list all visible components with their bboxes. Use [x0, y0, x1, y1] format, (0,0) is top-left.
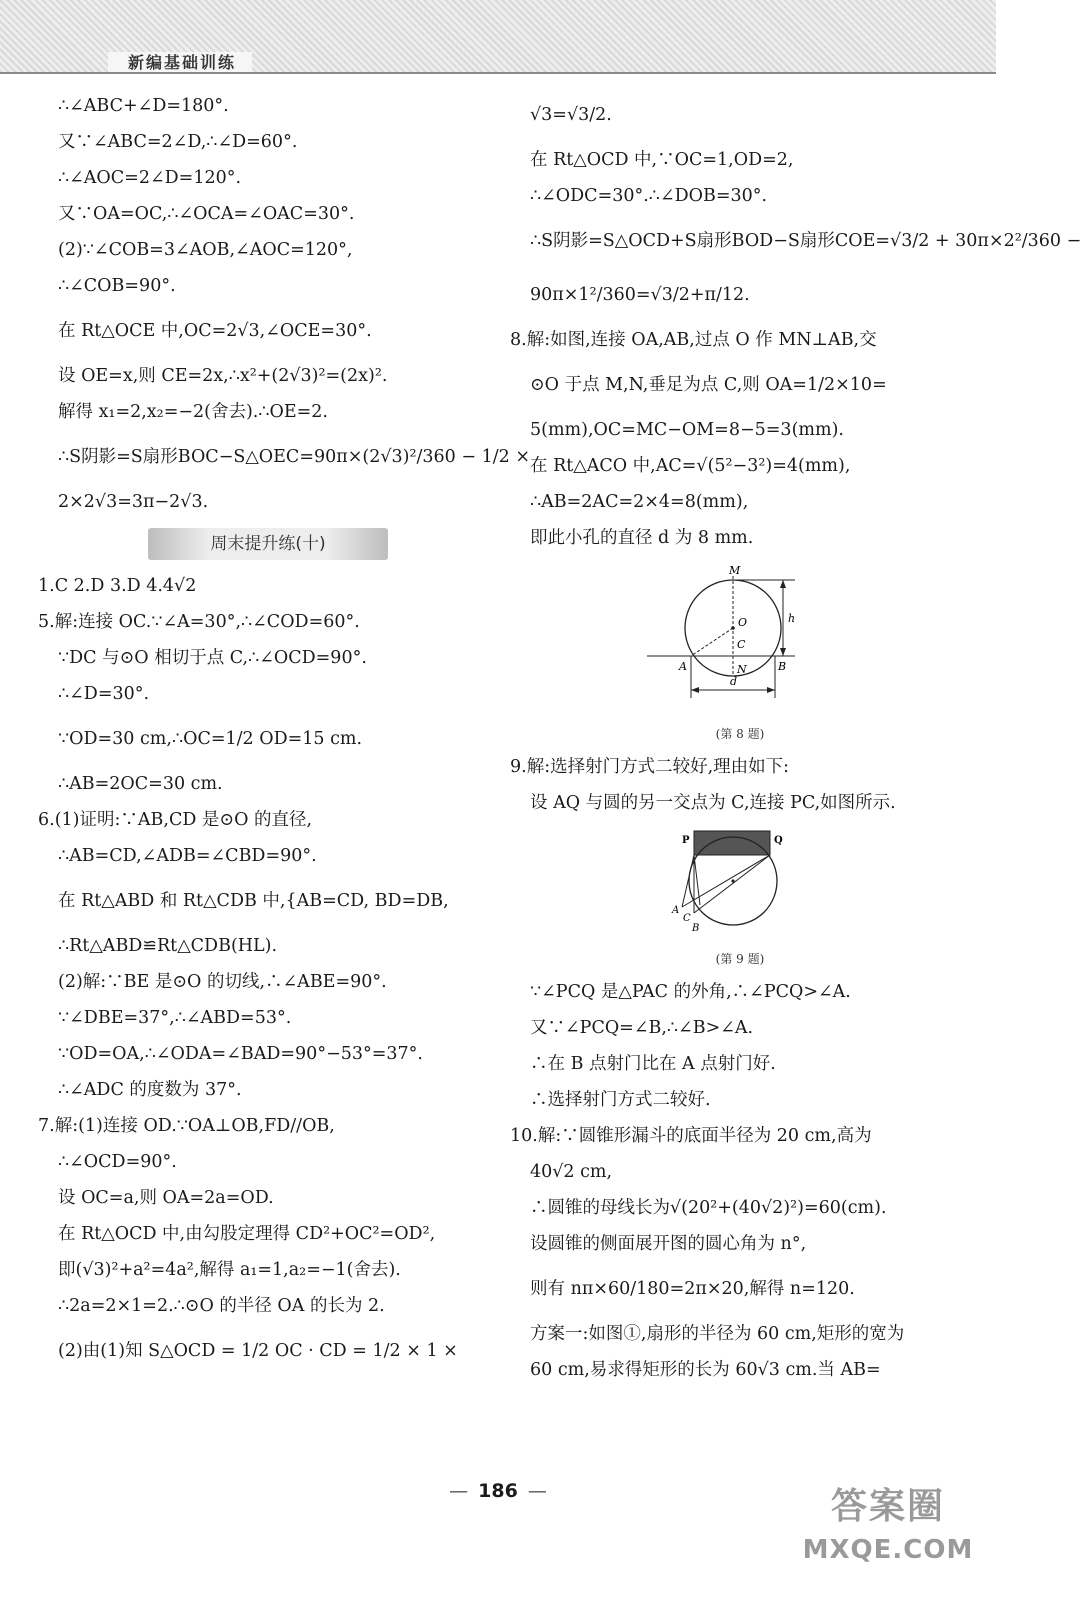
text-line: (2)解:∵BE 是⊙O 的切线,∴∠ABE=90°.: [58, 972, 387, 992]
watermark-logo: [798, 1484, 978, 1584]
text-line: (2)由(1)知 S△OCD = 1/2 OC · CD = 1/2 × 1 ×: [58, 1341, 458, 1361]
text-line: 60 cm,易求得矩形的长为 60√3 cm.当 AB=: [530, 1360, 881, 1380]
text-line: ∵OD=30 cm,∴OC=1/2 OD=15 cm.: [58, 729, 363, 749]
header-label: 新编基础训练: [108, 52, 252, 74]
text-line: ∴∠COB=90°.: [58, 276, 176, 296]
figure-caption: (第 8 题): [715, 727, 765, 741]
label-n: N: [737, 663, 747, 676]
label-o: O: [738, 616, 748, 629]
text-line: √3=√3/2.: [530, 105, 612, 125]
text-line: 设 AQ 与圆的另一交点为 C,连接 PC,如图所示.: [530, 793, 896, 813]
figure-9: [510, 827, 970, 968]
text-line: ∴∠ADC 的度数为 37°.: [58, 1080, 242, 1100]
text-line: 90π×1²/360=√3/2+π/12.: [530, 285, 750, 305]
text-line: (2)∵∠COB=3∠AOB,∠AOC=120°,: [58, 240, 353, 260]
text-line: ∴∠OCD=90°.: [58, 1152, 177, 1172]
text-line: ∴S阴影=S扇形BOC−S△OEC=90π×(2√3)²/360 − 1/2 ×: [58, 447, 530, 467]
label-a: A: [679, 660, 687, 673]
goal-circle-diagram: [670, 827, 810, 937]
text-line: 在 Rt△OCD 中,由勾股定理得 CD²+OC²=OD²,: [58, 1224, 436, 1244]
text-line: 6.(1)证明:∵AB,CD 是⊙O 的直径,: [38, 810, 313, 830]
text-line: 设 OE=x,则 CE=2x,∴x²+(2√3)²=(2x)².: [58, 366, 388, 386]
text-line: ∴∠ABC+∠D=180°.: [58, 96, 229, 116]
text-line: ∵∠DBE=37°,∴∠ABD=53°.: [58, 1008, 292, 1028]
text-line: 7.解:(1)连接 OD.∵OA⊥OB,FD//OB,: [38, 1116, 335, 1136]
text-line: 在 Rt△ACO 中,AC=√(5²−3²)=4(mm),: [530, 456, 851, 476]
text-line: ∵OD=OA,∴∠ODA=∠BAD=90°−53°=37°.: [58, 1044, 423, 1064]
label-b: B: [778, 660, 787, 673]
figure-8: [510, 562, 970, 743]
label-c: C: [737, 638, 746, 651]
text-line: 又∵OA=OC,∴∠OCA=∠OAC=30°.: [58, 204, 355, 224]
label-b: B: [692, 923, 700, 934]
watermark-top-text: 答案圈: [830, 1486, 945, 1527]
text-line: 在 Rt△ABD 和 Rt△CDB 中,{AB=CD, BD=DB,: [58, 891, 449, 911]
text-line: ∵∠PCQ 是△PAC 的外角,∴∠PCQ>∠A.: [530, 982, 851, 1002]
header-divider: [0, 72, 996, 74]
label-d: d: [730, 675, 738, 688]
text-line: 又∵∠PCQ=∠B,∴∠B>∠A.: [530, 1018, 754, 1038]
label-c: C: [683, 913, 691, 924]
text-line: 又∵∠ABC=2∠D,∴∠D=60°.: [58, 132, 298, 152]
text-line: ∴选择射门方式二较好.: [530, 1090, 711, 1110]
text-line: ⊙O 于点 M,N,垂足为点 C,则 OA=1/2×10=: [530, 375, 887, 395]
text-line: 10.解:∵圆锥形漏斗的底面半径为 20 cm,高为: [510, 1126, 872, 1146]
label-m: M: [729, 564, 741, 577]
text-line: 即此小孔的直径 d 为 8 mm.: [530, 528, 754, 548]
text-line: 8.解:如图,连接 OA,AB,过点 O 作 MN⊥AB,交: [510, 330, 877, 350]
text-line: 在 Rt△OCD 中,∵OC=1,OD=2,: [530, 150, 794, 170]
text-line: 5.解:连接 OC.∵∠A=30°,∴∠COD=60°.: [38, 612, 360, 632]
watermark-bottom-text: MXQE.COM: [802, 1535, 974, 1565]
answer-line: 1.C 2.D 3.D 4.4√2: [38, 576, 197, 596]
left-column: [38, 88, 530, 1378]
circle-chord-diagram: [645, 562, 835, 712]
text-line: 即(√3)²+a²=4a²,解得 a₁=1,a₂=−1(舍去).: [58, 1260, 401, 1280]
text-line: ∴∠AOC=2∠D=120°.: [58, 168, 242, 188]
label-a: A: [672, 905, 680, 916]
figure-caption: (第 9 题): [715, 952, 765, 966]
text-line: 则有 nπ×60/180=2π×20,解得 n=120.: [530, 1279, 855, 1299]
text-line: ∴在 B 点射门比在 A 点射门好.: [530, 1054, 776, 1074]
weekend-section-title: 周末提升练(十): [148, 528, 388, 560]
text-line: 40√2 cm,: [530, 1162, 613, 1182]
text-line: 9.解:选择射门方式二较好,理由如下:: [510, 757, 790, 777]
text-line: ∴AB=2AC=2×4=8(mm),: [530, 492, 749, 512]
text-line: ∴2a=2×1=2.∴⊙O 的半径 OA 的长为 2.: [58, 1296, 385, 1316]
page-number-dash-left: —: [449, 1480, 469, 1502]
label-p: P: [682, 835, 690, 846]
right-column: [510, 88, 1081, 1388]
text-line: ∴Rt△ABD≌Rt△CDB(HL).: [58, 936, 278, 956]
text-line: 2×2√3=3π−2√3.: [58, 492, 209, 512]
page-number-value: 186: [478, 1480, 518, 1502]
text-line: ∴∠ODC=30°.∴∠DOB=30°.: [530, 186, 768, 206]
text-line: ∴∠D=30°.: [58, 684, 150, 704]
page-number-dash-right: —: [527, 1480, 547, 1502]
label-q: Q: [774, 835, 783, 846]
text-line: 设圆锥的侧面展开图的圆心角为 n°,: [530, 1234, 807, 1254]
text-line: 方案一:如图①,扇形的半径为 60 cm,矩形的宽为: [530, 1324, 905, 1344]
text-line: ∴AB=2OC=30 cm.: [58, 774, 223, 794]
label-h: h: [788, 612, 796, 625]
text-line: 5(mm),OC=MC−OM=8−5=3(mm).: [530, 420, 844, 440]
text-line: ∴AB=CD,∠ADB=∠CBD=90°.: [58, 846, 317, 866]
text-line: 在 Rt△OCE 中,OC=2√3,∠OCE=30°.: [58, 321, 372, 341]
text-line: 设 OC=a,则 OA=2a=OD.: [58, 1188, 274, 1208]
text-line: ∴S阴影=S△OCD+S扇形BOD−S扇形COE=√3/2 + 30π×2²/360 −: [530, 231, 1081, 251]
text-line: ∴圆锥的母线长为√(20²+(40√2)²)=60(cm).: [530, 1198, 887, 1218]
text-line: 解得 x₁=2,x₂=−2(舍去).∴OE=2.: [58, 402, 328, 422]
text-line: ∵DC 与⊙O 相切于点 C,∴∠OCD=90°.: [58, 648, 367, 668]
